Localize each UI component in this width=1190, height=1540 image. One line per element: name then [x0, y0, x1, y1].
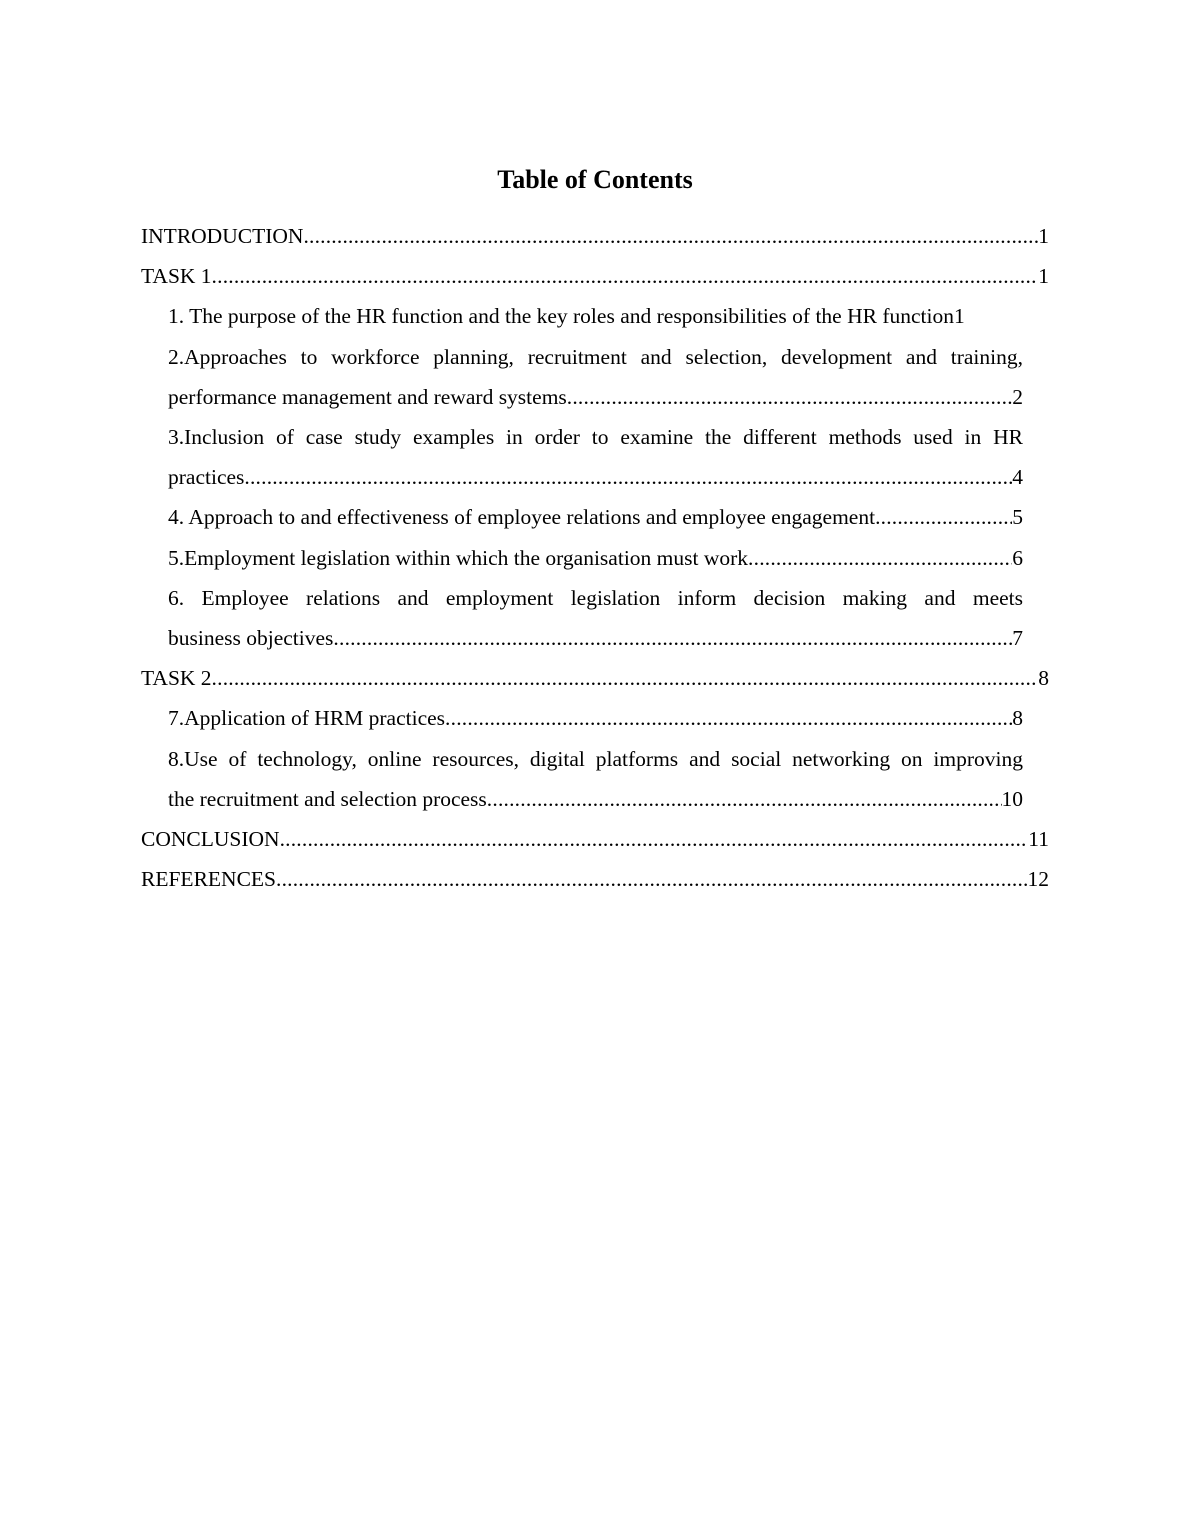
toc-entry-workforce-planning[interactable]: [141, 337, 1023, 417]
toc-page-number: 8: [1012, 706, 1023, 731]
toc-entry-label: CONCLUSION: [141, 827, 280, 852]
toc-entry-employee-relations[interactable]: [141, 497, 1023, 537]
toc-entry-label-line: 2.Approaches to workforce planning, recruitment and selection, development and training,: [168, 344, 1023, 369]
toc-entry-label-line: 8.Use of technology, online resources, digital platforms and social networking on improving: [168, 746, 1023, 771]
toc-page-number: 12: [1027, 867, 1049, 892]
toc-entry-label: performance management and reward systems: [168, 384, 567, 409]
toc-entry-decision-making[interactable]: [141, 578, 1023, 658]
toc-entry-label: TASK 1: [141, 264, 212, 289]
dot-leader: [748, 538, 1012, 578]
dot-leader: [487, 779, 1002, 819]
dot-leader: [875, 497, 1012, 537]
toc-page-number: 5: [1012, 505, 1023, 530]
dot-leader: [212, 658, 1039, 698]
toc-entry-label: practices: [168, 465, 245, 490]
toc-entry-label-line: 6. Employee relations and employment legislation inform decision making and meets: [168, 585, 1023, 610]
toc-entry-employment-legislation[interactable]: [141, 538, 1023, 578]
toc-entry-label: 7.Application of HRM practices: [168, 706, 446, 731]
dot-leader: [445, 698, 1012, 738]
toc-page-number: 1: [954, 304, 965, 329]
toc-entry-label: business objectives: [168, 626, 334, 651]
dot-leader: [333, 618, 1012, 658]
toc-page-number: 10: [1001, 786, 1023, 811]
toc-entry-label: the recruitment and selection process: [168, 786, 487, 811]
toc-page-number: 11: [1028, 827, 1049, 852]
toc-entry-label: TASK 2: [141, 666, 212, 691]
toc-entry-label: REFERENCES: [141, 867, 276, 892]
toc-title: Table of Contents: [497, 165, 693, 194]
toc-entry-technology-recruitment[interactable]: [141, 739, 1023, 819]
dot-leader: [276, 859, 1028, 899]
toc-entry-introduction[interactable]: [141, 216, 1049, 256]
dot-leader: [567, 377, 1012, 417]
toc-page-number: 8: [1038, 666, 1049, 691]
toc-page-number: 2: [1012, 384, 1023, 409]
toc-page-number: 1: [1038, 264, 1049, 289]
toc-entry-label: INTRODUCTION: [141, 224, 304, 248]
toc-entry-task-1[interactable]: [141, 256, 1049, 296]
toc-entry-case-study[interactable]: [141, 417, 1023, 497]
toc-entry-conclusion[interactable]: [141, 819, 1049, 859]
dot-leader: [280, 819, 1029, 859]
toc-page-number: 1: [1038, 224, 1049, 248]
dot-leader: [244, 457, 1012, 497]
toc-page-number: 6: [1012, 545, 1023, 570]
toc-page-number: 4: [1012, 465, 1023, 490]
toc-entry-label: 4. Approach to and effectiveness of employee relations and employee engagement: [168, 505, 876, 530]
toc-entry-label: 1. The purpose of the HR function and the key roles and responsibilities of the HR function: [168, 304, 954, 329]
toc-entry-label-line: 3.Inclusion of case study examples in order to examine the different methods used in HR: [168, 425, 1023, 450]
toc-page-number: 7: [1012, 626, 1023, 651]
toc-entry-hr-purpose[interactable]: [141, 296, 1023, 336]
toc-entry-task-2[interactable]: [141, 658, 1049, 698]
toc-entry-label: 5.Employment legislation within which the organisation must work: [168, 545, 749, 570]
dot-leader: [303, 216, 1038, 256]
dot-leader: [212, 256, 1039, 296]
toc-entry-references[interactable]: [141, 859, 1049, 899]
table-of-contents: [141, 216, 1049, 899]
toc-entry-hrm-practices[interactable]: [141, 698, 1023, 738]
